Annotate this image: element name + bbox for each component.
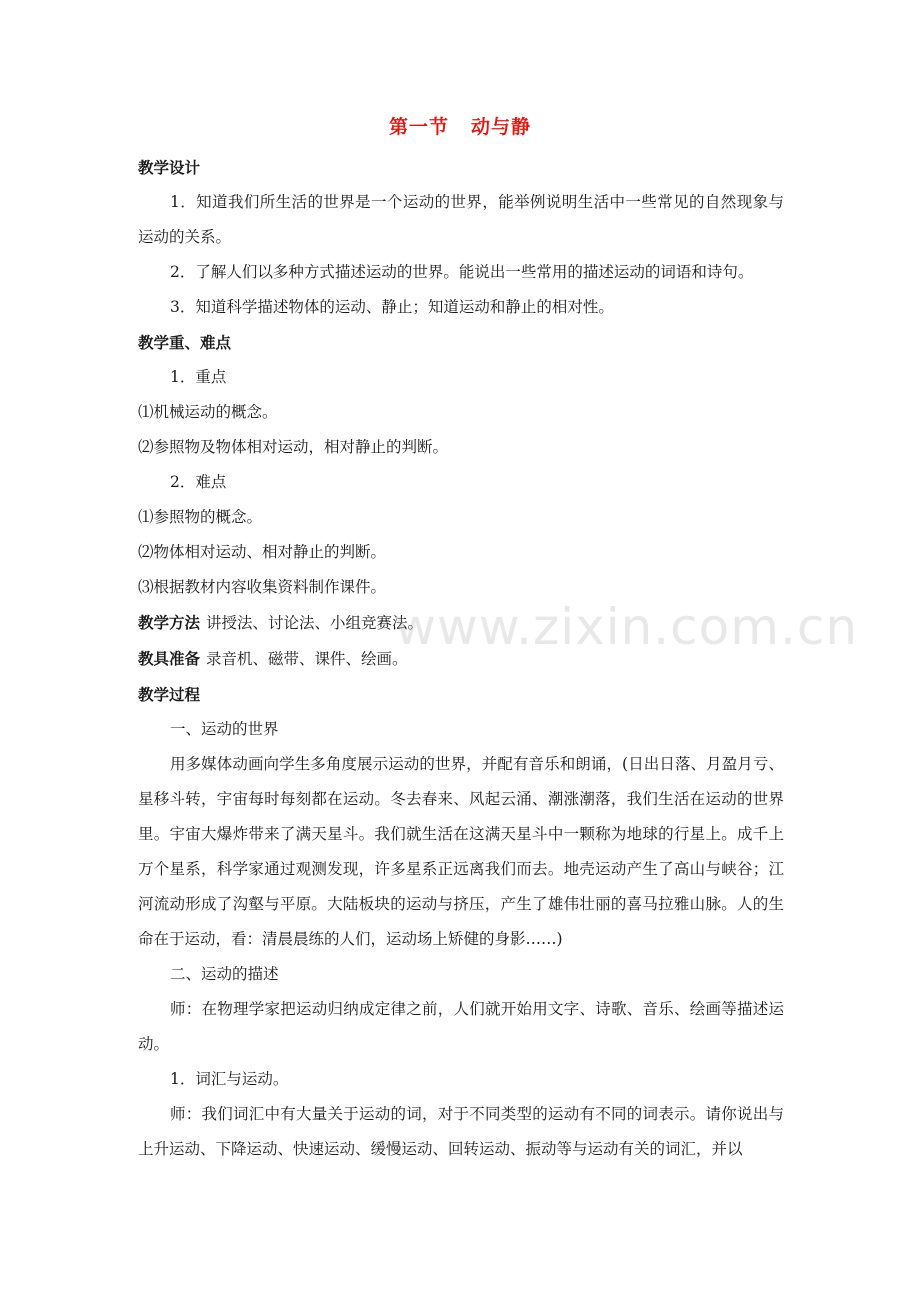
teaching-method-text: 讲授法、讨论法、小组竞赛法。 xyxy=(206,614,424,632)
difficult-point-1: ⑴参照物的概念。 xyxy=(138,508,263,526)
part1-heading: 一、运动的世界 xyxy=(170,720,279,738)
key-points-label: 1．重点 xyxy=(170,368,227,386)
page-title xyxy=(0,112,920,139)
difficult-point-2: ⑵物体相对运动、相对静止的判断。 xyxy=(138,543,387,561)
key-point-2: ⑵参照物及物体相对运动，相对静止的判断。 xyxy=(138,438,449,456)
difficult-points-label: 2．难点 xyxy=(170,473,227,491)
design-item-1: 1．知道我们所生活的世界是一个运动的世界，能举例说明生活中一些常见的自然现象与运动的关系。 xyxy=(138,193,784,246)
vocab-paragraph: 师：我们词汇中有大量关于运动的词，对于不同类型的运动有不同的词表示。请你说出与上升运动、下降运动、快速运动、缓慢运动、回转运动、振动等与运动有关的词汇，并以 xyxy=(138,1105,784,1158)
document-body xyxy=(138,150,784,1167)
teaching-tools-label: 教具准备 xyxy=(138,649,201,668)
difficult-point-3: ⑶根据教材内容收集资料制作课件。 xyxy=(138,578,387,596)
teaching-method-label: 教学方法 xyxy=(138,613,201,632)
teaching-tools-text: 录音机、磁带、课件、绘画。 xyxy=(206,650,408,668)
key-point-1: ⑴机械运动的概念。 xyxy=(138,403,278,421)
heading-teaching-design: 教学设计 xyxy=(138,158,201,177)
title-topic: 动与静 xyxy=(471,116,532,138)
heading-teaching-process: 教学过程 xyxy=(138,685,201,704)
title-section-number: 第一节 xyxy=(388,116,449,138)
part2-paragraph: 师：在物理学家把运动归纳成定律之前，人们就开始用文字、诗歌、音乐、绘画等描述运动。 xyxy=(138,1000,784,1053)
teaching-method-line xyxy=(138,605,784,641)
watermark: www.zixin.com.cn xyxy=(395,598,859,656)
part2-heading: 二、运动的描述 xyxy=(170,965,279,983)
part1-paragraph: 用多媒体动画向学生多角度展示运动的世界，并配有音乐和朗诵，(日出日落、月盈月亏、星移斗转，宇宙每时每刻都在运动。冬去春来、风起云涌、潮涨潮落，我们生活在运动的世界里。宇宙大爆炸带来了满天星斗。我们就生活在这满天星斗中一颗称为地球的行星上。成千上万个星系，科学家通过观测发现，许多星系正远离我们而去。地壳运动产生了高山与峡谷；江河流动形成了沟壑与平原。大陆板块的运动与挤压，产生了雄伟壮丽的喜马拉雅山脉。人的生命在于运动，看：清晨晨练的人们，运动场上矫健的身影……) xyxy=(138,755,784,948)
design-item-3: 3．知道科学描述物体的运动、静止；知道运动和静止的相对性。 xyxy=(170,298,614,316)
design-item-2: 2．了解人们以多种方式描述运动的世界。能说出一些常用的描述运动的词语和诗句。 xyxy=(170,263,754,281)
teaching-tools-line xyxy=(138,641,784,677)
vocab-heading: 1．词汇与运动。 xyxy=(170,1070,289,1088)
heading-key-difficult: 教学重、难点 xyxy=(138,333,232,352)
